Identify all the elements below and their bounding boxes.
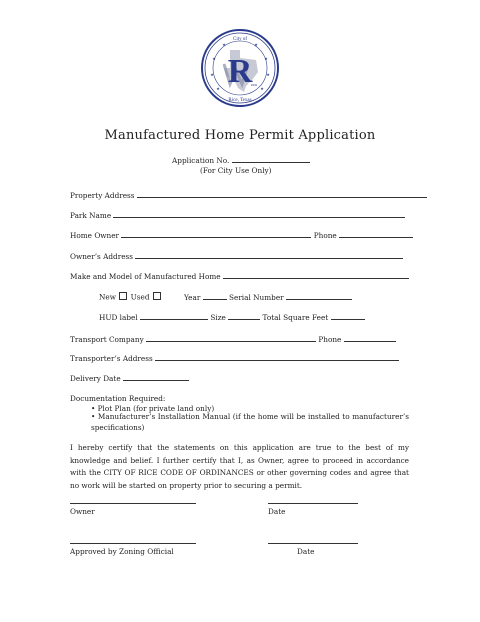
seal-bottom-text: Rice, Texas	[228, 98, 252, 103]
application-no-label: Application No.	[172, 156, 230, 165]
phone-field[interactable]	[339, 230, 413, 238]
home-owner-field[interactable]	[121, 230, 311, 238]
transport-company-field[interactable]	[146, 334, 316, 342]
application-no-row	[172, 155, 310, 165]
year-label: Year	[184, 293, 201, 302]
home-owner-row	[70, 230, 413, 240]
svg-text:★: ★	[266, 72, 270, 77]
delivery-date-row	[70, 373, 189, 383]
serial-number-label: Serial Number	[229, 293, 284, 302]
used-label: Used	[130, 292, 150, 302]
owners-address-label: Owner’s Address	[70, 252, 134, 261]
home-owner-label: Home Owner	[70, 231, 120, 240]
svg-text:★: ★	[264, 56, 268, 61]
property-address-label: Property Address	[70, 191, 135, 200]
make-model-label: Make and Model of Manufactured Home	[70, 272, 221, 281]
serial-number-field[interactable]	[286, 292, 352, 300]
transport-phone-label: Phone	[318, 335, 342, 344]
city-seal-icon	[200, 28, 280, 108]
approved-signature-line[interactable]	[70, 543, 196, 544]
transport-phone-field[interactable]	[344, 334, 396, 342]
property-address-row	[70, 190, 427, 200]
city-seal	[200, 28, 280, 108]
park-name-row	[70, 210, 405, 220]
documentation-heading: Documentation Required:	[70, 394, 166, 403]
year-serial-row	[184, 292, 352, 302]
transport-company-label: Transport Company	[70, 335, 144, 344]
svg-text:★: ★	[212, 56, 216, 61]
seal-top-text: City of	[232, 37, 248, 42]
park-name-label: Park Name	[70, 211, 112, 220]
transporters-address-field[interactable]	[155, 353, 399, 361]
new-checkbox[interactable]	[119, 292, 127, 300]
size-field[interactable]	[228, 312, 260, 320]
size-label: Size	[210, 313, 226, 322]
svg-text:★: ★	[210, 72, 214, 77]
city-use-note: (For City Use Only)	[200, 166, 272, 175]
year-field[interactable]	[203, 292, 227, 300]
page-title: Manufactured Home Permit Application	[104, 128, 376, 143]
used-checkbox[interactable]	[153, 292, 161, 300]
owner-signature-line[interactable]	[70, 503, 196, 504]
hud-label-label: HUD label	[99, 313, 138, 322]
documentation-item-plot-plan: • Plot Plan (for private land only)	[91, 404, 215, 413]
svg-text:★: ★	[260, 86, 264, 91]
transporters-address-row	[70, 353, 399, 363]
owner-date-line[interactable]	[268, 503, 358, 504]
make-model-field[interactable]	[223, 271, 409, 279]
documentation-item-manual: • Manufacturer’s Installation Manual (if the home will be installed to manufacturer’s specifications)	[91, 412, 409, 432]
park-name-field[interactable]	[113, 210, 405, 218]
transport-company-row	[70, 334, 396, 344]
owner-label: Owner	[70, 507, 95, 516]
delivery-date-field[interactable]	[123, 373, 189, 381]
total-square-feet-field[interactable]	[331, 312, 365, 320]
hud-row	[99, 312, 365, 322]
phone-label: Phone	[313, 231, 337, 240]
property-address-field[interactable]	[137, 190, 427, 198]
new-label: New	[99, 292, 116, 302]
svg-text:★: ★	[216, 86, 220, 91]
certification-paragraph: I hereby certify that the statements on this application are true to the best of my knowledge and belief. I further certify that I, as Owner, agree to proceed in accordance with the CITY OF RICE CODE OF ORDINANCES or other governing codes and agree that no work will be started on property prior to securing a permit.	[70, 443, 409, 490]
owners-address-row	[70, 251, 403, 261]
hud-label-field[interactable]	[140, 312, 208, 320]
approved-date-line[interactable]	[268, 543, 358, 544]
application-no-field[interactable]	[232, 155, 310, 163]
svg-text:★: ★	[222, 42, 226, 47]
seal-letter: R	[227, 53, 253, 90]
seal-small-text: RICE	[250, 84, 258, 87]
new-used-row	[99, 292, 162, 302]
make-model-row	[70, 271, 409, 281]
approved-date-label: Date	[297, 547, 315, 556]
transporters-address-label: Transporter’s Address	[70, 354, 153, 363]
owner-date-label: Date	[268, 507, 286, 516]
svg-text:★: ★	[254, 42, 258, 47]
total-square-feet-label: Total Square Feet	[262, 313, 329, 322]
delivery-date-label: Delivery Date	[70, 374, 121, 383]
approved-label: Approved by Zoning Official	[70, 547, 174, 556]
owners-address-field[interactable]	[135, 251, 403, 259]
